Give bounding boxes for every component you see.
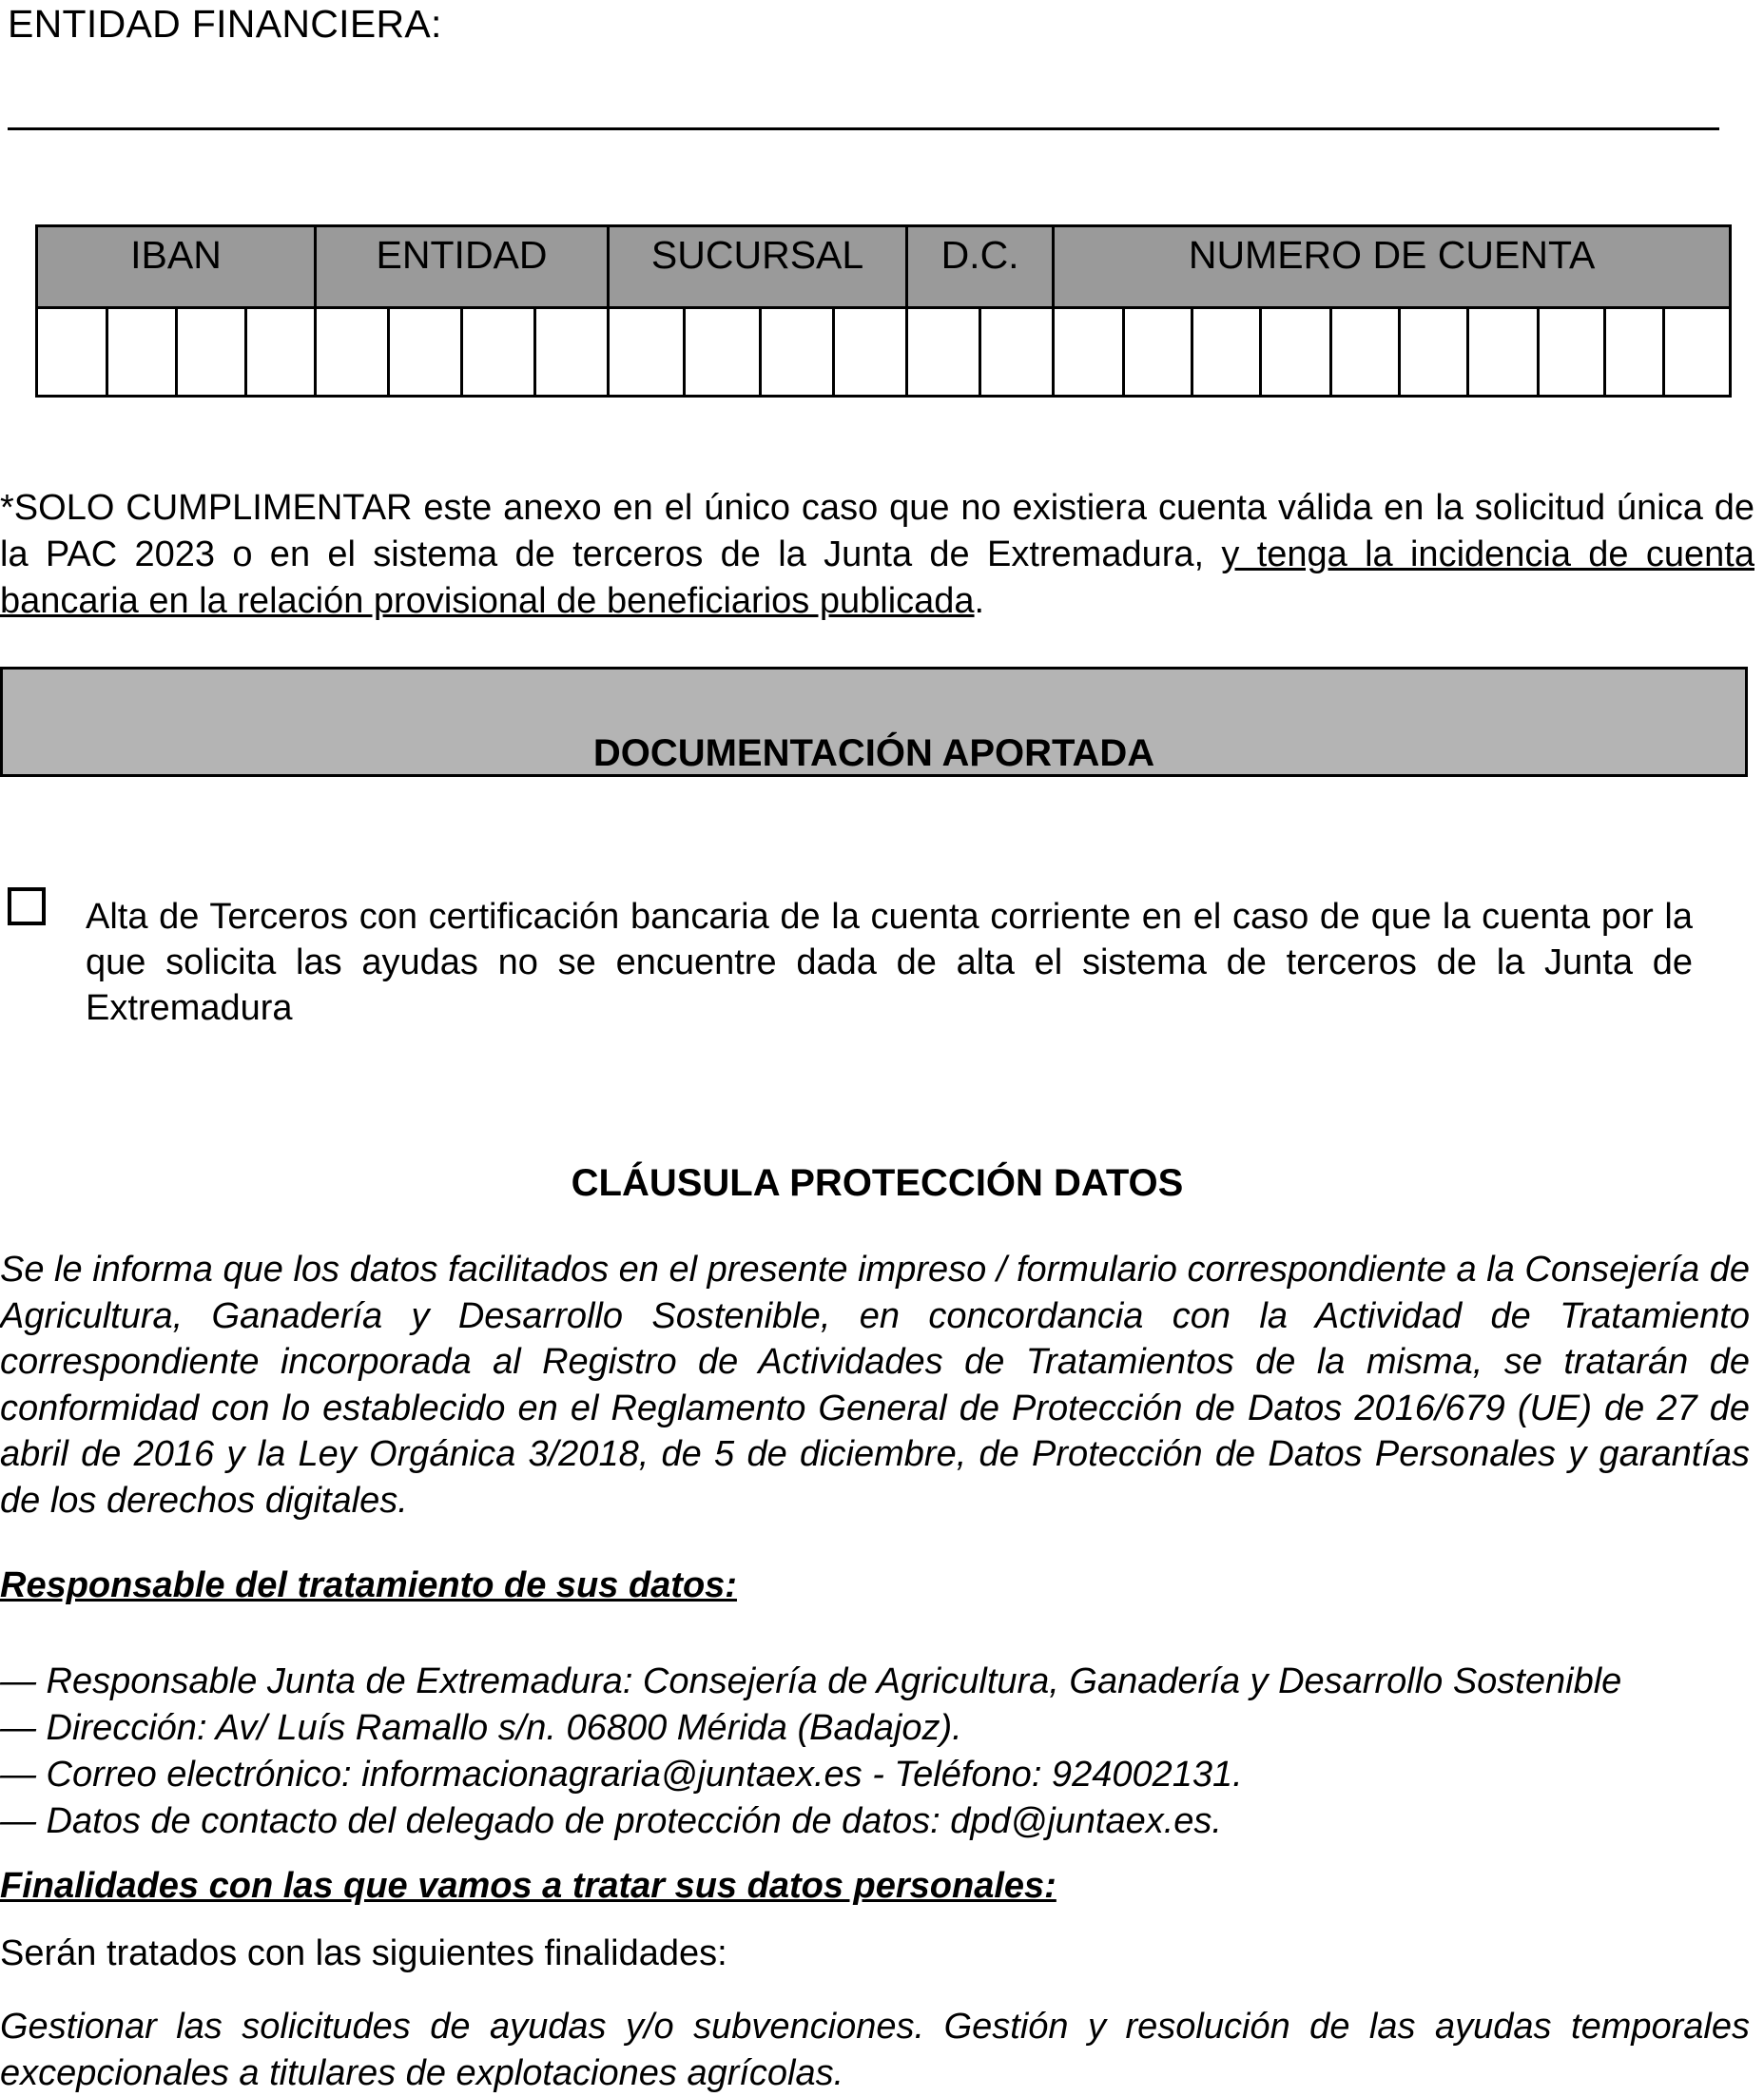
- note-text: *SOLO CUMPLIMENTAR este anexo en el único caso que no existiera cuenta válida en la solicitud única de la PAC 2023 o en el sistema de terceros de la Junta de Extremadura,: [0, 488, 1754, 574]
- bank-table-header-entidad: ENTIDAD: [316, 226, 609, 308]
- responsible-heading: Responsable del tratamiento de sus datos:: [0, 1565, 737, 1605]
- entity-label: ENTIDAD FINANCIERA:: [8, 2, 442, 46]
- purposes-heading: Finalidades con las que vamos a tratar sus datos personales:: [0, 1866, 1056, 1906]
- account-digit-cell[interactable]: [462, 308, 535, 397]
- documentation-checkbox-label: Alta de Terceros con certificación bancaria de la cuenta corriente en el caso de que la cuenta por la que solicita las ayudas no se encuentre dada de alta el sistema de terceros de la Junta de Extremadura: [86, 897, 1693, 1028]
- account-digit-cell[interactable]: [1664, 308, 1731, 397]
- account-digit-cell[interactable]: [1468, 308, 1539, 397]
- account-digit-cell[interactable]: [834, 308, 907, 397]
- responsible-item: — Correo electrónico: informacionagraria@juntaex.es - Teléfono: 924002131.: [0, 1755, 1243, 1795]
- responsible-item: — Dirección: Av/ Luís Ramallo s/n. 06800 Mérida (Badajoz).: [0, 1708, 962, 1748]
- account-digit-cell[interactable]: [685, 308, 761, 397]
- clause-title: CLÁUSULA PROTECCIÓN DATOS: [571, 1162, 1184, 1204]
- instruction-note: [0, 485, 1754, 625]
- entity-name-line[interactable]: [8, 127, 1719, 130]
- note-underlined: y tenga la incidencia de cuenta bancaria en la relación provisional de beneficiarios publicada: [0, 534, 1754, 621]
- account-digit-cell[interactable]: [177, 308, 246, 397]
- bank-table-input-row: [37, 308, 1731, 397]
- purposes-body: Gestionar las solicitudes de ayudas y/o subvenciones. Gestión y resolución de las ayudas temporales excepcionales a titulares de explotaciones agrícolas.: [0, 2007, 1750, 2093]
- account-digit-cell[interactable]: [389, 308, 462, 397]
- documentation-title: DOCUMENTACIÓN APORTADA: [592, 732, 1155, 774]
- account-digit-cell[interactable]: [1261, 308, 1331, 397]
- account-digit-cell[interactable]: [246, 308, 316, 397]
- account-digit-cell[interactable]: [1054, 308, 1124, 397]
- account-digit-cell[interactable]: [761, 308, 834, 397]
- account-digit-cell[interactable]: [1124, 308, 1192, 397]
- bank-table-header-row: [37, 226, 1731, 308]
- responsible-item: — Responsable Junta de Extremadura: Consejería de Agricultura, Ganadería y Desarrollo Sostenible: [0, 1661, 1622, 1701]
- bank-table-header-d-c: D.C.: [907, 226, 1054, 308]
- account-digit-cell[interactable]: [107, 308, 177, 397]
- account-digit-cell[interactable]: [535, 308, 609, 397]
- responsible-list: [0, 1659, 1754, 1845]
- account-digit-cell[interactable]: [1400, 308, 1468, 397]
- account-digit-cell[interactable]: [1605, 308, 1664, 397]
- bank-table-header-numero-de-cuenta: NUMERO DE CUENTA: [1054, 226, 1731, 308]
- documentation-header-box: [0, 667, 1748, 777]
- account-digit-cell[interactable]: [609, 308, 685, 397]
- account-digit-cell[interactable]: [1331, 308, 1400, 397]
- bank-table-header-iban: IBAN: [37, 226, 316, 308]
- account-digit-cell[interactable]: [980, 308, 1054, 397]
- purposes-intro: Serán tratados con las siguientes finalidades:: [0, 1933, 727, 1973]
- account-digit-cell[interactable]: [1539, 308, 1605, 397]
- account-digit-cell[interactable]: [907, 308, 980, 397]
- note-end: .: [974, 581, 985, 621]
- account-digit-cell[interactable]: [1192, 308, 1261, 397]
- account-digit-cell[interactable]: [316, 308, 389, 397]
- clause-body: Se le informa que los datos facilitados en el presente impreso / formulario correspondiente a la Consejería de Agricultura, Ganadería y Desarrollo Sostenible, en concordancia con la Actividad de Tratamiento correspondiente incorporada al Registro de Actividades de Tratamientos de la misma, se tratarán de conformidad con lo establecido en el Reglamento General de Protección de Datos 2016/679 (UE) de 27 de abril de 2016 y la Ley Orgánica 3/2018, de 5 de diciembre, de Protección de Datos Personales y garantías de los derechos digitales.: [0, 1250, 1750, 1521]
- bank-account-table: [35, 224, 1732, 398]
- responsible-item: — Datos de contacto del delegado de protección de datos: dpd@juntaex.es.: [0, 1801, 1222, 1841]
- documentation-checkbox[interactable]: [8, 887, 46, 925]
- bank-table-header-sucursal: SUCURSAL: [609, 226, 907, 308]
- account-digit-cell[interactable]: [37, 308, 107, 397]
